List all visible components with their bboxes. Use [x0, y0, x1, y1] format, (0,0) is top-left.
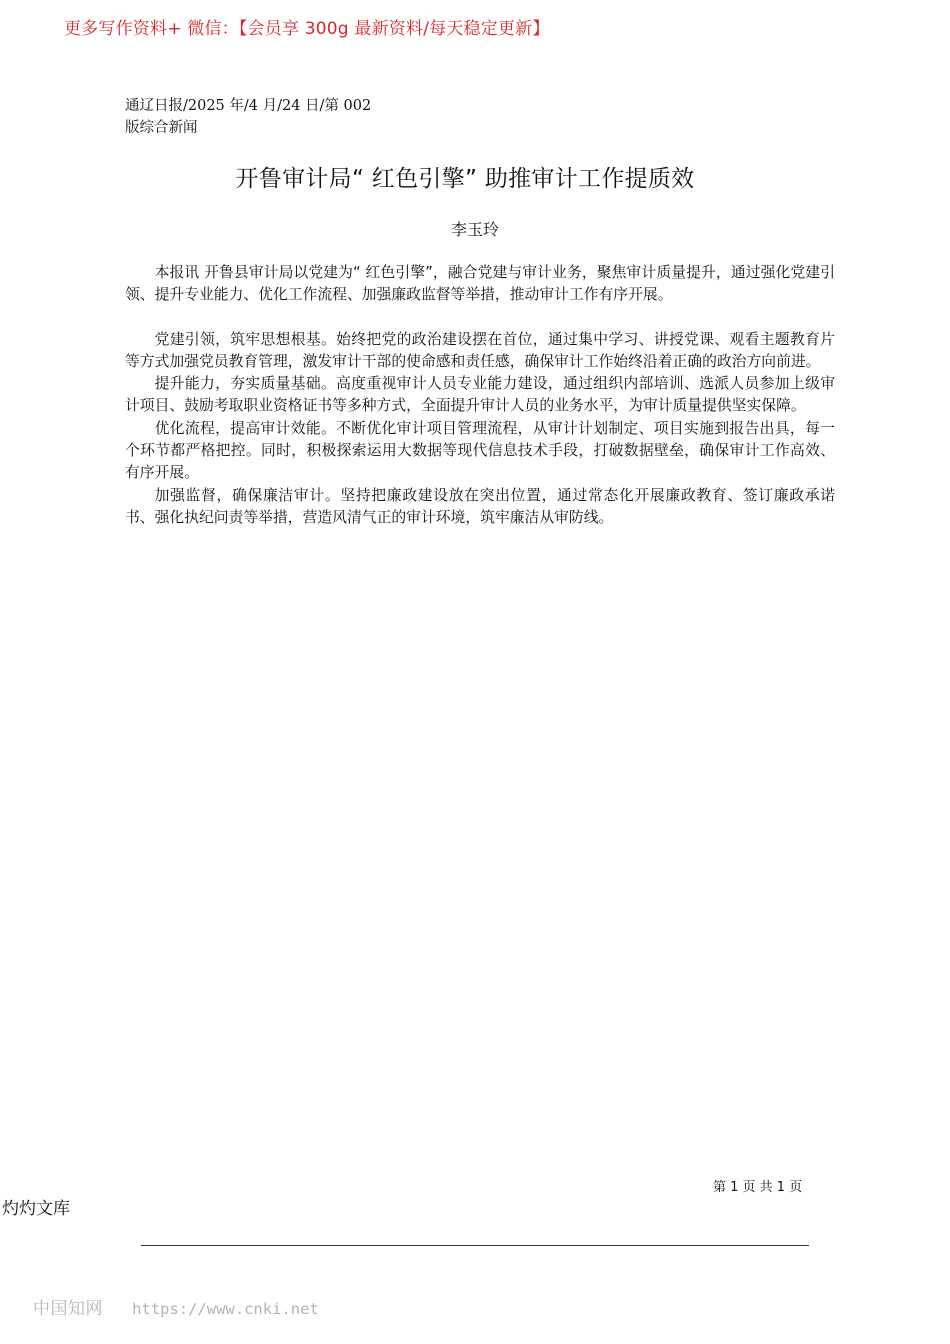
body-paragraph: 加强监督，确保廉洁审计。坚持把廉政建设放在突出位置，通过常态化开展廉政教育、签订廉政承诺书、强化执纪问责等举措，营造风清气正的审计环境，筑牢廉洁从审防线。	[125, 486, 835, 526]
cnki-logo: 中国知网	[33, 1299, 103, 1319]
promo-banner[interactable]: 更多写作资料+ 微信：【会员享 300g 最新资料/每天稳定更新】	[64, 19, 550, 39]
body-paragraph: 提升能力，夯实质量基础。高度重视审计人员专业能力建设，通过组织内部培训、选派人员参加上级审计项目、鼓励考取职业资格证书等多种方式，全面提升审计人员的业务水平，为审计质量提供坚实保障。	[125, 375, 835, 415]
footer-divider	[141, 1245, 809, 1246]
cnki-watermark	[33, 1294, 319, 1319]
cnki-url-link[interactable]: https://www.cnki.net	[132, 1300, 319, 1318]
publication-source: 通辽日报/2025 年/4 月/24 日/第 002 版综合新闻	[125, 98, 372, 136]
article-title: 开鲁审计局“ 红色引擎” 助推审计工作提质效	[235, 166, 695, 192]
page-counter: 第 1 页 共 1 页	[713, 1180, 803, 1195]
lead-paragraph: 本报讯 开鲁县审计局以党建为“ 红色引擎”，融合党建与审计业务，聚焦审计质量提升，通过强化党建引领、提升专业能力、优化工作流程、加强廉政监督等举措，推动审计工作有序开展。	[125, 264, 835, 304]
body-paragraph: 优化流程，提高审计效能。不断优化审计项目管理流程，从审计计划制定、项目实施到报告出具，每一个环节都严格把控。同时，积极探索运用大数据等现代信息技术手段，打破数据壁垒，确保审计工作高效、有序开展。	[125, 419, 835, 482]
library-name: 灼灼文库	[2, 1199, 70, 1219]
body-paragraph: 党建引领，筑牢思想根基。始终把党的政治建设摆在首位，通过集中学习、讲授党课、观看主题教育片等方式加强党员教育管理，激发审计干部的使命感和责任感，确保审计工作始终沿着正确的政治方向前进。	[125, 330, 835, 370]
article-author: 李玉玲	[450, 220, 499, 239]
article-body	[125, 262, 835, 529]
